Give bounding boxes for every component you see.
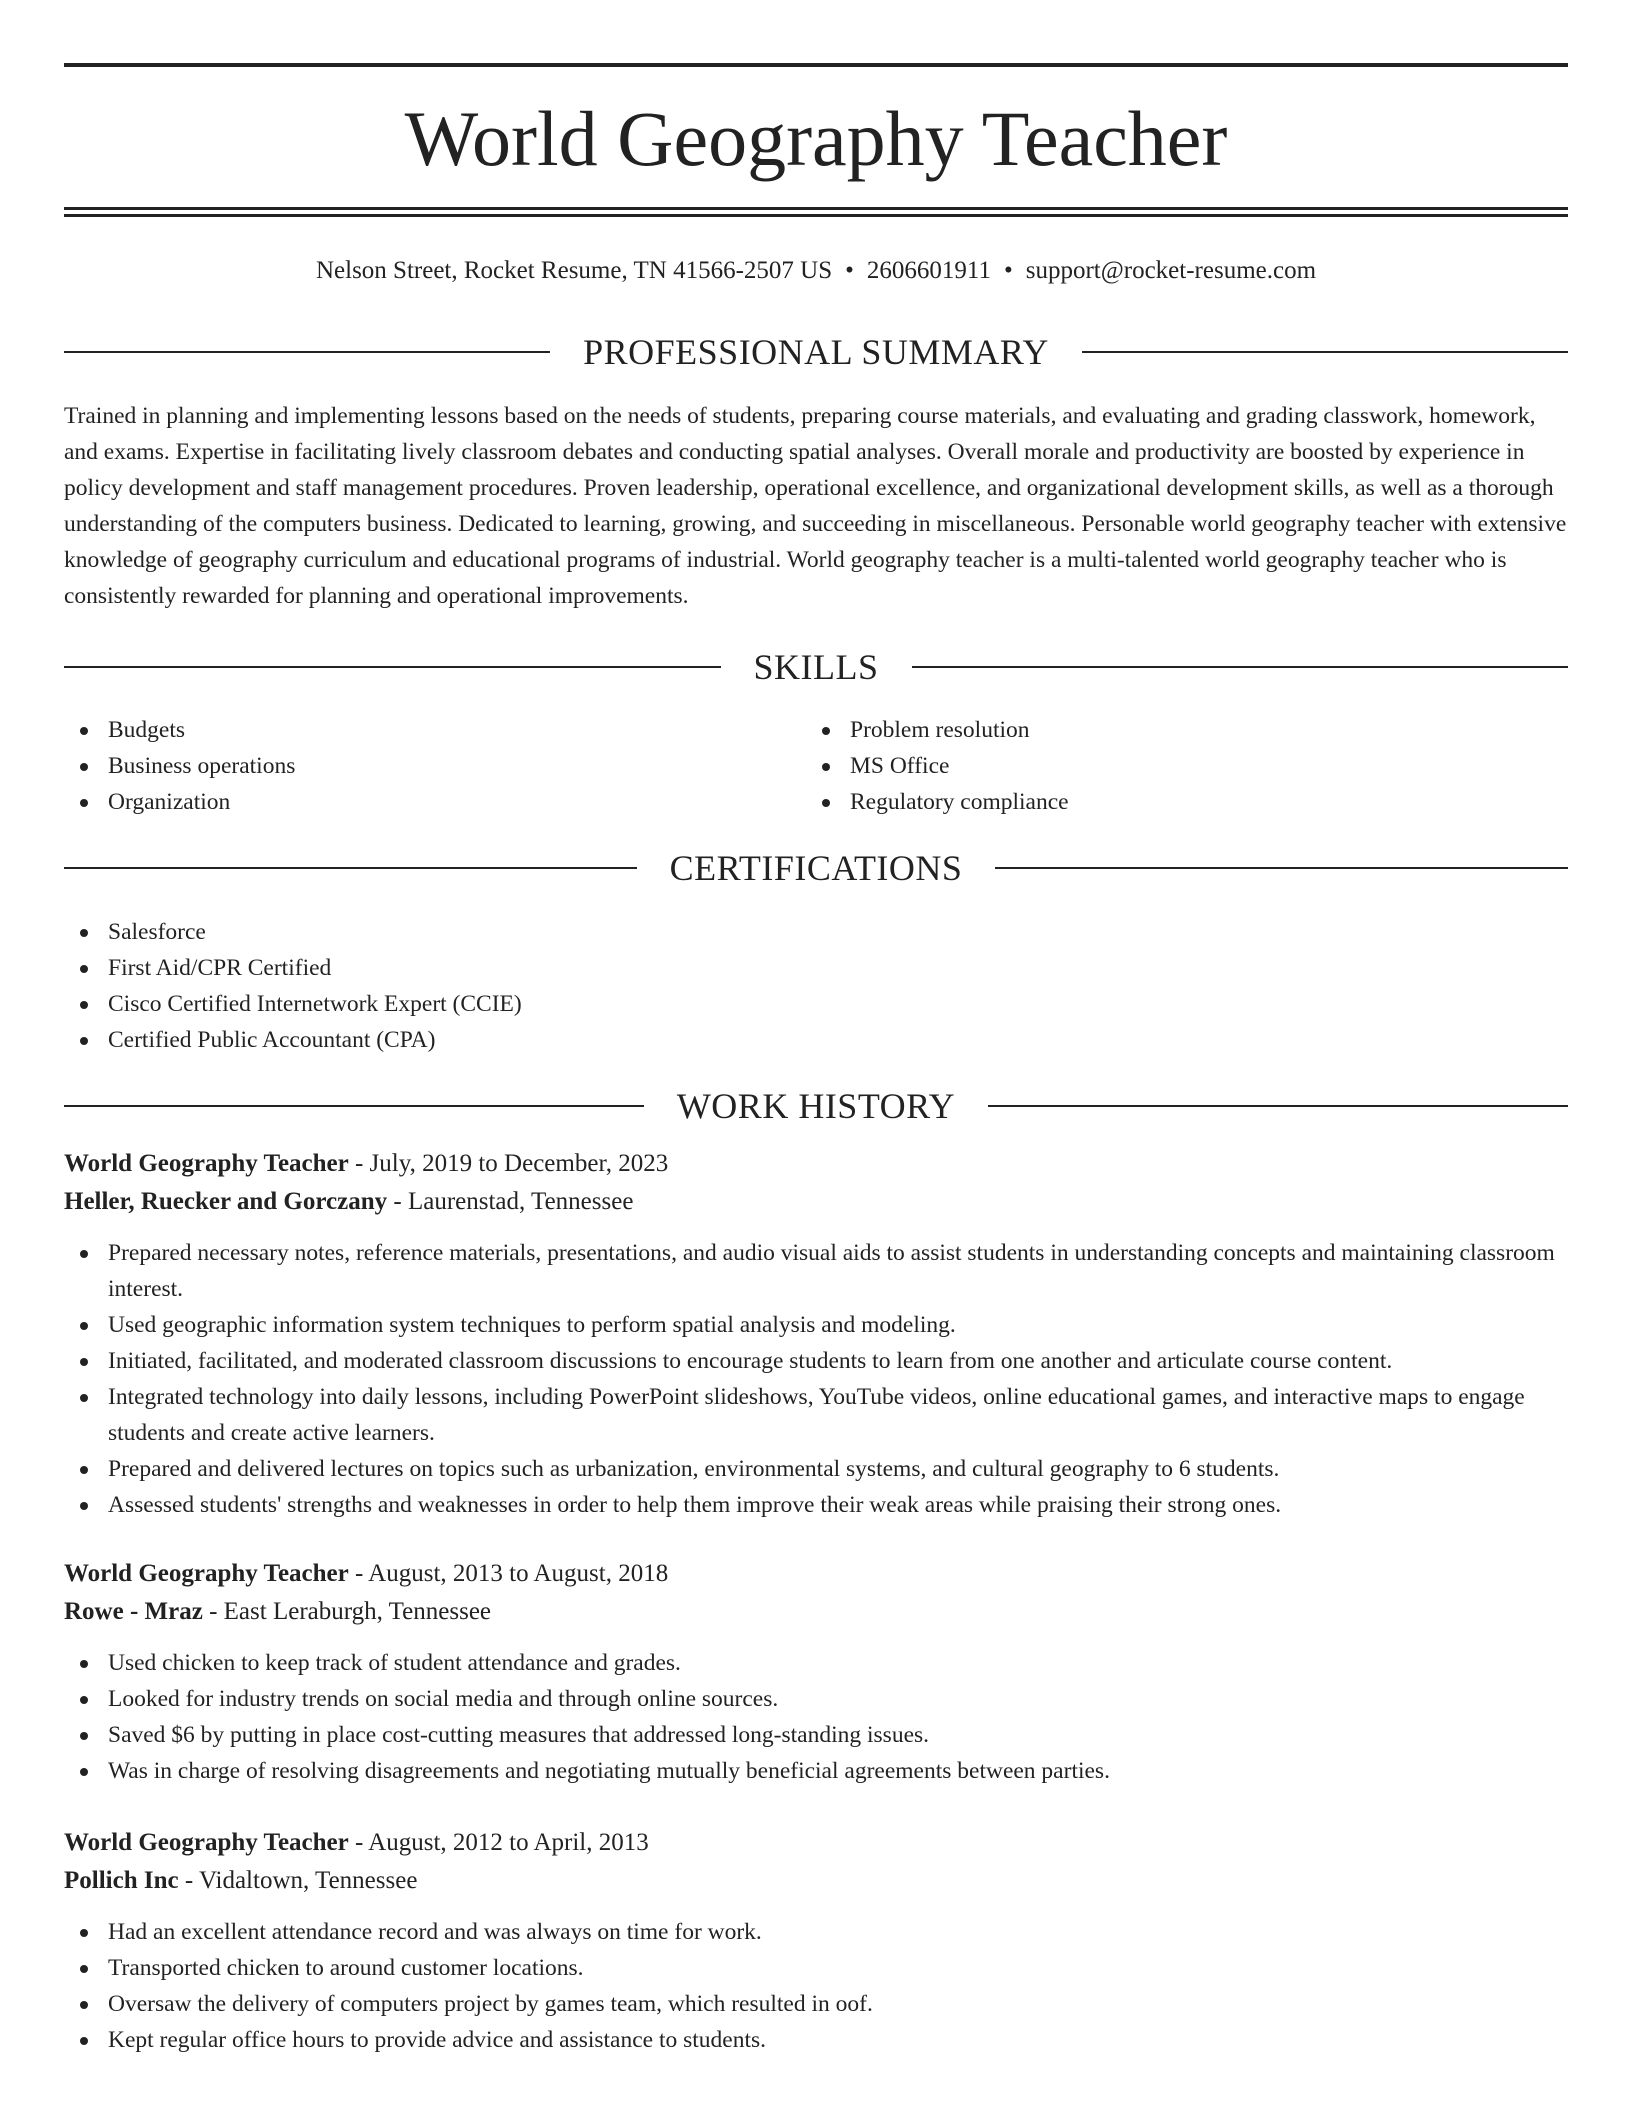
contact-email: support@rocket-resume.com bbox=[1025, 257, 1317, 284]
certifications-list bbox=[64, 914, 1568, 1058]
job-duty-item: Used geographic information system techniques to perform spatial analysis and modeling. bbox=[64, 1307, 1568, 1343]
section-rule-left bbox=[64, 867, 637, 869]
job-company: Pollich Inc bbox=[64, 1867, 179, 1894]
job-duty-item: Used chicken to keep track of student attendance and grades. bbox=[64, 1645, 1568, 1681]
section-rule-right bbox=[912, 666, 1569, 668]
job-duty-item: Saved $6 by putting in place cost-cutting measures that addressed long-standing issues. bbox=[64, 1717, 1568, 1753]
contact-address: Nelson Street, Rocket Resume, TN 41566-2507 US bbox=[315, 257, 833, 284]
contact-phone: 2606601911 bbox=[866, 257, 991, 284]
job-duties-list bbox=[64, 1235, 1568, 1523]
contact-separator: • bbox=[1003, 257, 1013, 284]
job-duties-list bbox=[64, 1645, 1568, 1789]
section-heading-certifications bbox=[64, 844, 1568, 892]
resume-title: World Geography Teacher bbox=[404, 95, 1228, 182]
section-rule-left bbox=[64, 1105, 644, 1107]
job-company-line bbox=[64, 1862, 1568, 1900]
skills-list-left bbox=[64, 712, 804, 820]
certification-item: Certified Public Accountant (CPA) bbox=[64, 1022, 1568, 1058]
job-dates: - July, 2019 to December, 2023 bbox=[348, 1150, 669, 1177]
job-company: Heller, Ruecker and Gorczany bbox=[64, 1188, 388, 1215]
job-duty-item: Kept regular office hours to provide advice and assistance to students. bbox=[64, 2022, 1568, 2058]
section-rule-left bbox=[64, 351, 550, 353]
certification-item: First Aid/CPR Certified bbox=[64, 950, 1568, 986]
section-heading-skills bbox=[64, 643, 1568, 691]
certification-item: Salesforce bbox=[64, 914, 1568, 950]
job-title: World Geography Teacher bbox=[64, 1829, 349, 1856]
section-rule-right bbox=[995, 867, 1568, 869]
job-duty-item: Was in charge of resolving disagreements and negotiating mutually beneficial agreements between parties. bbox=[64, 1753, 1568, 1789]
job-location: - East Leraburgh, Tennessee bbox=[202, 1598, 492, 1625]
section-rule-right bbox=[988, 1105, 1568, 1107]
section-heading-work-history bbox=[64, 1082, 1568, 1130]
job-company: Rowe - Mraz bbox=[64, 1598, 203, 1625]
job-dates: - August, 2012 to April, 2013 bbox=[348, 1829, 649, 1856]
job-duty-item: Prepared necessary notes, reference materials, presentations, and audio visual aids to assist students in understanding concepts and maintaining classroom interest. bbox=[64, 1235, 1568, 1307]
summary-text: Trained in planning and implementing lessons based on the needs of students, preparing course materials, and evaluating and grading classwork, homework, and exams. Expertise in facilitating lively classroom debates and conducting spatial analyses. Overall morale and productivity are boosted by experience in policy development and staff management procedures. Proven leadership, operational excellence, and organizational development skills, as well as a thorough understanding of the computers business. Dedicated to learning, growing, and succeeding in miscellaneous. Personable world geography teacher with extensive knowledge of geography curriculum and educational programs of industrial. World geography teacher is a multi-talented world geography teacher who is consistently rewarded for planning and operational improvements. bbox=[64, 403, 1567, 609]
skill-item: Budgets bbox=[64, 712, 804, 748]
job-duty-item: Assessed students' strengths and weaknesses in order to help them improve their weak areas while praising their strong ones. bbox=[64, 1487, 1568, 1523]
job-entry bbox=[64, 1824, 1568, 2058]
contact-line bbox=[64, 254, 1568, 288]
contact-separator: • bbox=[845, 257, 854, 284]
job-duty-item: Integrated technology into daily lessons, including PowerPoint slideshows, YouTube videos, online educational games, and interactive maps to engage students and create active learners. bbox=[64, 1379, 1568, 1451]
skill-item: Organization bbox=[64, 784, 804, 820]
job-title-line bbox=[64, 1824, 1568, 1862]
job-title-line bbox=[64, 1555, 1568, 1593]
section-heading-summary bbox=[64, 328, 1568, 376]
section-title: SKILLS bbox=[753, 647, 879, 687]
section-rule-left bbox=[64, 666, 721, 668]
section-rule-right bbox=[1082, 351, 1568, 353]
header-top-rule bbox=[64, 63, 1568, 67]
job-duty-item: Had an excellent attendance record and was always on time for work. bbox=[64, 1914, 1568, 1950]
job-title-line bbox=[64, 1145, 1568, 1183]
job-duties-list bbox=[64, 1914, 1568, 2058]
header-double-rule bbox=[64, 207, 1568, 217]
job-location: - Vidaltown, Tennessee bbox=[178, 1867, 418, 1894]
job-duty-item: Prepared and delivered lectures on topics such as urbanization, environmental systems, and cultural geography to 6 students. bbox=[64, 1451, 1568, 1487]
job-entry bbox=[64, 1145, 1568, 1523]
job-title: World Geography Teacher bbox=[64, 1560, 349, 1587]
section-title: WORK HISTORY bbox=[676, 1086, 956, 1126]
section-title: CERTIFICATIONS bbox=[669, 848, 963, 888]
job-title: World Geography Teacher bbox=[64, 1150, 349, 1177]
job-entry bbox=[64, 1555, 1568, 1789]
job-company-line bbox=[64, 1593, 1568, 1631]
job-duty-item: Transported chicken to around customer locations. bbox=[64, 1950, 1568, 1986]
job-duty-item: Initiated, facilitated, and moderated classroom discussions to encourage students to learn from one another and articulate course content. bbox=[64, 1343, 1568, 1379]
skills-list-right bbox=[806, 712, 1566, 820]
skill-item: Regulatory compliance bbox=[806, 784, 1566, 820]
section-title: PROFESSIONAL SUMMARY bbox=[583, 332, 1049, 372]
job-duty-item: Looked for industry trends on social media and through online sources. bbox=[64, 1681, 1568, 1717]
certification-item: Cisco Certified Internetwork Expert (CCIE) bbox=[64, 986, 1568, 1022]
skill-item: Business operations bbox=[64, 748, 804, 784]
skill-item: Problem resolution bbox=[806, 712, 1566, 748]
job-location: - Laurenstad, Tennessee bbox=[387, 1188, 634, 1215]
job-duty-item: Oversaw the delivery of computers project by games team, which resulted in oof. bbox=[64, 1986, 1568, 2022]
job-company-line bbox=[64, 1183, 1568, 1221]
skill-item: MS Office bbox=[806, 748, 1566, 784]
job-dates: - August, 2013 to August, 2018 bbox=[348, 1560, 669, 1587]
